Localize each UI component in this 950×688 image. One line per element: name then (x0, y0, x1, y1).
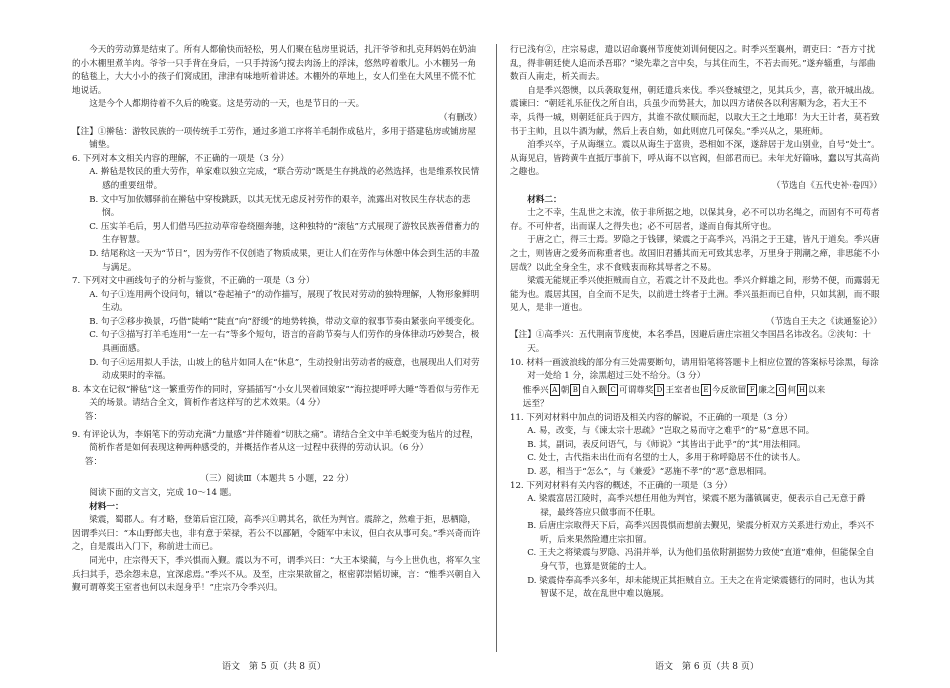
question-9: 9. 有评论认为，李娟笔下的劳动充满“力量感”并伴随着“切肤之痛”。请结合全文中羊毛蜕变为毡片的过程，简析作者是如何表现这种两种感受的，并概括作者从这一过程中获得的劳动认识。（6 分） (72, 429, 479, 454)
sentence-fragment: 朝 (560, 385, 570, 396)
sentence-fragment: 远至？ (522, 398, 549, 409)
question-6-option-d: D. 结尾称这一天为“节日”，因为劳作不仅创造了物质成果，更让人们在劳作与休憩中体会到生活的丰盈与满足。 (89, 248, 480, 273)
answer-box[interactable]: B (570, 384, 580, 396)
answer-box[interactable]: F (747, 384, 757, 396)
passage-source: （有删改） (439, 112, 482, 123)
answer-box[interactable]: C (608, 384, 618, 396)
question-6-stem: 6. 下列对本文相关内容的理解，不正确的一项是（3 分） (72, 153, 289, 164)
passage-paragraph: 今天的劳动算是结束了。所有人都偷快而轻松，男人们聚在毡房里说话，扎汗爷爷和扎克拜妈妈在奶油的小木棚里煮羊肉。爷爷一只手背在身后，一只手持汤勺搅去肉汤上的浮沫，悠然哼着歌儿。小木棚另一角的毡毯上，大大小小的孩子们窝成团，津津有味地听着讲述。木棚外的草地上，女人们坐在大风里不慌不忙地说话。 (72, 45, 476, 96)
material-2-paragraph: 梁震无能规正季兴使拒贼而自立，若震之计不及此也。季兴介鲜雄之间，形势不便，而露弱无能为也。震居其国，自全而不足失，以前进士终者于土洲。季兴虽拒而已自仲，只如其割，而不眼见人，是非一道也。 (510, 276, 880, 314)
sentence-fragment: 王室者也 (665, 385, 700, 396)
question-11-option-b: B. 其，副词，表反问语气，与《师说》“其皆出于此乎”的“其”用法相同。 (527, 439, 806, 450)
material-2-title: 材料二： (527, 194, 562, 205)
question-12-stem: 12. 下列对材料有关内容的概述，不正确的一项是（3 分） (510, 480, 733, 491)
material-1-paragraph: 自是季兴怨懊，以兵袭取复州，朝廷遣兵来伐。季兴登城望之，见其兵少，喜，欲开城出战。震谏曰：“朝廷礼乐征伐之所自出，兵虽少而势甚大，加以四方诸侯各以利害顺为念，若大王不幸，兵得一城，则朝廷征兵于四方，其谁不欲仗顺而起，以取大王之土地耶！为大王计者，莫若致书于主帅，且以牛酒为献，然后上表自劾，如此则庶几可保矣。”季兴从之，果班师。 (510, 85, 880, 137)
material-2-paragraph: 于唐之亡，得三士焉。罗隐之于钱镠，梁震之于高季兴，冯涓之于王建，皆凡于道矣。季兴唐之士，则皆唐之爱务而称重者也。故国旧君播其而无可致其忠孝，万里身于荆潮之瘅，非思能不小居哉？以此全身全生，求不食贱衷而称其辱者之不易。 (510, 235, 880, 273)
question-11-option-d: D. 恶，相当于“怎么”，与《兼爱》“恶施不孝”的“恶”意思相同。 (527, 466, 772, 477)
question-6-option-c: C. 压实羊毛后，男人们借马匹拉动草帘卷绕圈奔驰，这种独特的“滚毡”方式展现了游牧民族善借畜力的生存智慧。 (89, 221, 480, 246)
material-1-source: （节选自《五代史补·卷四》） (771, 180, 882, 191)
page-footer-right: 语文 第 6 页（共 8 页） (655, 662, 759, 672)
note-2: 【注】①高季兴：五代荆南节度使，本名季昌，因避后唐庄宗祖父李国昌名讳改名。②浃旬：十天。 (510, 330, 871, 355)
sentence-fragment: 廉之 (758, 385, 776, 396)
section-3-heading: （三）阅读Ⅲ（本题共 5 小题，22 分） (200, 474, 354, 485)
answer-label: 答： (84, 412, 103, 423)
answer-box[interactable]: G (776, 384, 786, 396)
note: 【注】①擀毡：游牧民族的一项传统手工劳作，通过多道工序将羊毛制作成毡片，多用于搭建毡房或铺房屋铺垫。 (72, 126, 476, 151)
answer-box[interactable]: A (550, 384, 560, 396)
page-footer-left: 语文 第 5 页（共 8 页） (222, 662, 326, 672)
material-1-paragraph: 洎季兴卒，子从诲继立。震以从诲生于富贵，恐相如不深，遂辞居于龙山别业，自号“处士”。从诲见启，皆跨黄牛直抵厅事前下，呼从诲不以官阀，但部君而已。未年尤好篇咏，蠢以写其高尚之趣也。 (510, 140, 880, 178)
question-12-option-b: B. 后唐庄宗取得天下后，高季兴因畏惧而想前去觐见，梁震分析双方关系进行劝止，季兴不听，后来果然险遭庄宗扣留。 (527, 521, 875, 545)
question-7-option-b: B. 句子②移步换景，巧借“陡峭”“陡直”向“舒缓”的地势转换，带动文章的叙事节奏由紧张向平缓变化。 (89, 316, 480, 327)
question-7-option-d: D. 句子④运用拟人手法，山坡上的毡片如同人在“休息”，生动投射出劳动者的疲意，也展现出人们对劳动成果时的幸福。 (89, 357, 480, 382)
answer-label: 答： (84, 456, 103, 467)
column-divider (496, 44, 497, 652)
answer-box[interactable]: E (701, 384, 711, 396)
sentence-fragment: 惟季兴 (522, 385, 549, 396)
material-2-source: （节选自王夫之《读通鉴论》） (765, 316, 882, 327)
question-11-option-c: C. 处士，古代指未出仕而有名望的士人，多用于称呼隐居不仕的读书人。 (527, 453, 806, 464)
right-column (510, 44, 882, 602)
question-11-stem: 11. 下列对材料中加点的词语及相关内容的解说，不正确的一项是（3 分） (510, 412, 793, 423)
material-1-paragraph: 梁震，蜀郡人。有才略，登第后宦江陵，高季兴①聘其名，欲任为判官。震辞之，然难于拒，思栖隐，因谓季兴曰：“本山野郎夫也，非有意于荣禄，若公不以鄙陋，令随军中末议，但白衣从事可矣。”季兴奇而许之，自是震出入门下，称前进士而已。 (72, 515, 481, 553)
question-6-option-b: B. 文中写加依娜驿前在擀毡中穿梭跳跃，以其无忧无虑反衬劳作的艰辛，流露出对牧民生存状态的悲悯。 (89, 194, 471, 219)
question-11-option-a: A. 易，改变，与《谏太宗十思疏》“岂取之易而守之难乎”的“易”意思不同。 (527, 426, 815, 437)
material-2-paragraph: 士之不幸，生乱世之末流，依于非所据之地，以保其身，必不可以功名绳之，而固有不可苟者存。不可仲者，出而谋人之得失也；必不可居者，遂而自侮其所守也。 (510, 208, 880, 232)
question-10-stem: 10. 材料一画波浪线的部分有三处需要断句，请用铅笔将答题卡上相应位置的答案标号涂黑，每涂对一处给 1 分，涂黑超过三处不给分。（3 分） (510, 357, 879, 382)
sentence-fragment: 自入觐 (581, 385, 608, 396)
answer-box[interactable]: D (654, 384, 664, 396)
question-7-option-a: A. 句子①连用两个设问句，辅以“卷起袖子”的动作描写，展现了牧民对劳动的独特理解，人物形象鲜明生动。 (89, 289, 480, 314)
question-8: 8. 本文在记叙“擀毡”这一繁重劳作的同时，穿插插写“小女儿哭着回娘家”“海拉提呼呼大睡”等看似与劳作无关的场景。请结合全文，简析作者这样写的艺术效果。（4 分） (72, 384, 479, 409)
sentence-fragment: 何 (787, 385, 797, 396)
sentence-fragment: 今反欲留 (711, 385, 747, 396)
question-12-option-a: A. 梁震富居江陵时，高季兴想任用他为判官，梁震不愿为藩镇属吏，便表示自己无意于爵禄，最终答应只做事而不任职。 (527, 494, 866, 518)
material-1-paragraph: 同光中，庄宗得天下，季兴惧而入觐。震以为不可，谓季兴曰：“大王本梁蔺，与今上世仇也，将军久宝兵扫其手，恐余怨未息，宜深虑焉。”季兴不从。及至，庄宗果欲留之，枢密郭崇韬切谏，言：“惟季兴朝自入觐可谓尊奖王室者也何以未逞身乎！”庄宗乃令季兴归。 (72, 555, 481, 594)
section-3-intro: 阅读下面的文言文，完成 10～14 题。 (89, 488, 237, 498)
sentence-fragment: 以来 (808, 385, 826, 396)
question-10-sentence (510, 384, 882, 412)
sentence-fragment: 可谓尊奖 (619, 385, 654, 396)
material-1-title: 材料一： (89, 501, 124, 512)
left-column (72, 44, 482, 596)
passage-paragraph: 这是今个人都期待着不久后的晚宴。这是劳动的一天，也是节日的一天。 (89, 99, 365, 110)
question-7-option-c: C. 句子③描写打羊毛连用“一左一右”等多个短句，语言的音韵节奏与人们劳作的身体律动巧妙契合，极具画面感。 (89, 330, 480, 355)
question-6-option-a: A. 擀毡是牧民的重大劳作，单家难以独立完成，“联合劳动”既是生存挑战的必然选择，也是维系牧民情感的重要纽带。 (89, 167, 480, 191)
question-12-option-d: D. 梁震侍奉高季兴多年，却未能规正其拒贼自立。王夫之在肯定梁震德行的同时，也认为其智谋不足，故在乱世中难以施展。 (527, 575, 875, 600)
answer-box[interactable]: H (799, 385, 806, 394)
material-1-continuation: 行已浅有②，庄宗易虑，遣以诏命襄州节度使刘训伺便囚之。时季兴至襄州，谓吏曰：“吾方寸扰乱，得非朝廷使人追而杀吾耶？”梁先辈之言中矣，与其住而生，不若去而死。”遂弃辎重，与部曲数百人南走，析关而去。 (510, 45, 876, 83)
question-7-stem: 7. 下列对文中画线句子的分析与鉴赏，不正确的一项是（3 分） (72, 276, 315, 287)
question-12-option-c: C. 王夫之将梁震与罗隐、冯涓并举，认为他们虽依附割据势力致使“直道”难伸，但能保全自身气节，也算是贤能的士人。 (527, 548, 875, 573)
